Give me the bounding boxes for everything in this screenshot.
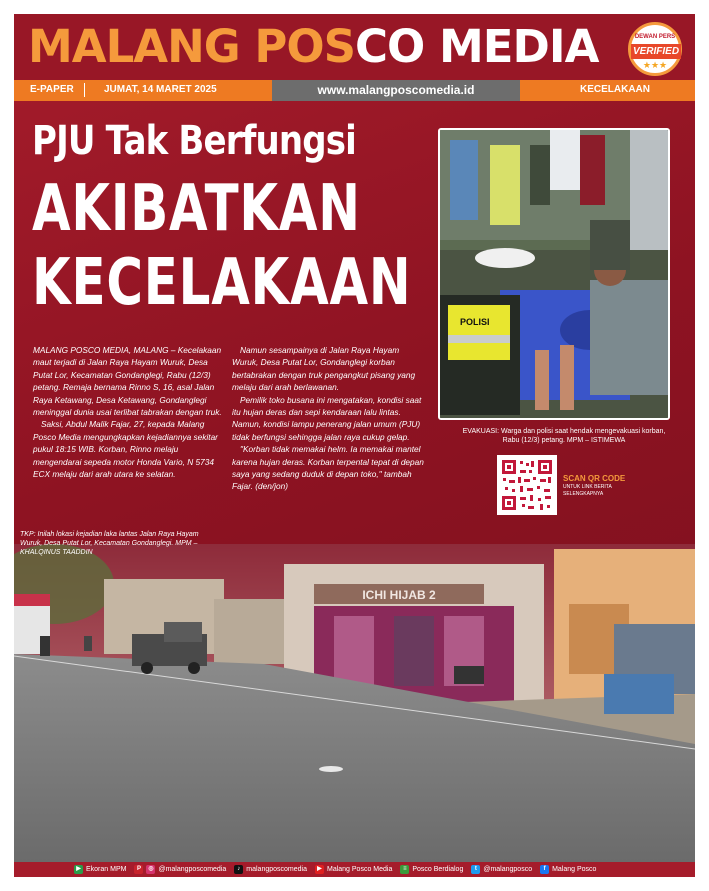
logo-part-1: MALANG POS [28,20,356,73]
social-footer [14,862,695,877]
footer-label: Malang Posco [552,866,597,873]
article-paragraph: "Korban tidak memakai helm. Ia memakai mantel karena hujan deras. Korban terpental tepat di depan saya yang sedang duduk di depan toko," tambah Fajar. (den/jon) [232,444,424,492]
article-column-2 [232,344,427,493]
website-url[interactable]: www.malangposcomedia.id [317,83,475,97]
article-paragraph: Namun sesampainya di Jalan Raya Hayam Wuruk, Desa Putat Lor, Gondanglegi korban bertabrakan dengan truk pengangkut pisang yang melaju dari arah berlawanan. [232,345,416,393]
footer-item-facebook[interactable] [540,865,596,874]
verified-badge-main: VERIFIED [632,46,680,57]
divider [84,83,85,97]
street-photo [14,544,695,862]
street-photo-illustration [14,544,695,862]
evacuation-photo-illustration [440,130,670,420]
footer-label: @malangposco [483,866,533,873]
epaper-page [14,14,695,877]
section-category: KECELAKAAN [580,84,650,95]
qr-code-icon [500,458,554,512]
issue-date: JUMAT, 14 MARET 2025 [104,84,217,95]
headline-line-1: PJU Tak Berfungsi [32,118,356,164]
info-bar [14,80,695,101]
footer-item-youtube[interactable] [315,865,392,874]
footer-label: Malang Posco Media [326,866,393,873]
photo-caption-top: EVAKUASI: Warga dan polisi saat hendak mengevakuasi korban, Rabu (12/3) petang. MPM – ISTIMEWA [462,428,666,444]
youtube-icon: ▶ [315,865,324,874]
tiktok-icon: ♪ [234,865,243,874]
article-paragraph: Pemilik toko busana ini mengatakan, kondisi saat itu hujan deras dan sepi kendaraan lalu lintas. Namun, kondisi lampu penerang jalan umum (PJU) tidak berfungsi sehingga jalan raya cukup gelap. [232,394,422,442]
instagram-icon: ◎ [148,866,154,872]
photo-caption-bottom: TKP: Inilah lokasi kejadian laka lantas Jalan Raya Hayam Wuruk, Desa Putat Lor, Kecamatan Gondanglegi. MPM – KHALQINUS TAADDIN [20,531,199,556]
article-column-1 [33,344,228,480]
footer-label: Posco Berdialog [412,866,464,873]
website-url-box[interactable] [272,80,520,101]
police-label: POLISI [460,317,490,327]
footer-label: @malangposcomedia [158,866,227,873]
pinterest-icon: P [134,865,143,874]
footer-item-instagram[interactable] [134,865,226,874]
logo-part-2: CO MEDIA [355,20,599,73]
qr-code[interactable] [497,455,557,515]
facebook-icon: f [540,865,549,874]
verified-badge-top: DEWAN PERS [634,34,676,40]
logo [28,18,598,76]
qr-label [563,474,643,497]
qr-sub-2: SELENGKAPNYA [563,491,604,497]
footer-label: Ekoran MPM [86,866,127,873]
footer-item-ekoran[interactable] [74,865,126,874]
podcast-icon: ≡ [400,865,409,874]
footer-item-tiktok[interactable] [234,865,307,874]
footer-label: malangposcomedia [246,866,307,873]
star-icon: ★★★ [642,60,668,70]
qr-sub-1: UNTUK LINK BERITA [563,484,612,490]
verified-badge [628,22,682,76]
epaper-label: E-PAPER [30,84,74,95]
evacuation-photo [438,128,670,420]
article-paragraph: Saksi, Abdul Malik Fajar, 27, kepada Malang Posco Media mengungkapkan kejadiannya sekitar pukul 18:15 WIB. Korban, Rinno melaju mengendarai sepeda motor Honda Vario, N 5734 ECX melaju dari arah utara ke selatan. [33,419,218,480]
article-paragraph: MALANG POSCO MEDIA, MALANG – Kecelakaan maut terjadi di Jalan Raya Hayam Wuruk, Desa Putat Lor, Kecamatan Gondanglegi, Rabu (12/3) petang. Remaja bernama Rinno S, 16, asal Jalan Raya Ketawang, Desa Ketawang, Gondanglegi meninggal dunia usai terlibat tabrakan dengan truk. [33,345,222,418]
twitter-icon: t [471,865,480,874]
masthead [14,14,695,80]
play-icon: ▶ [74,865,83,874]
headline-line-2: AKIBATKAN [32,172,361,246]
qr-title: SCAN QR CODE [563,474,626,483]
headline-line-3: KECELAKAAN [32,246,412,320]
footer-item-podcast[interactable] [400,865,463,874]
shop-sign: ICHI HIJAB 2 [362,588,436,602]
footer-item-twitter[interactable] [471,865,532,874]
